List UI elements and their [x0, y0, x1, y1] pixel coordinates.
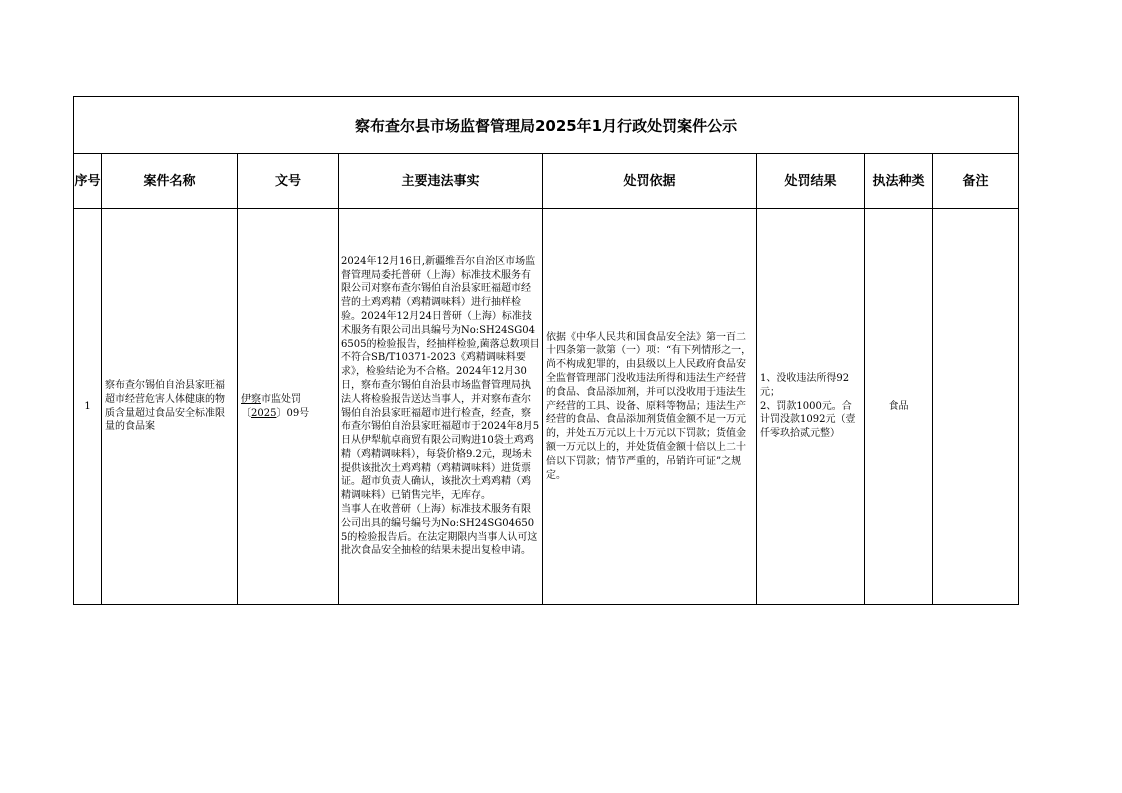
header-basis: 处罚依据 — [543, 154, 757, 209]
table-header-row — [74, 154, 1019, 209]
row-facts: 2024年12月16日,新疆维吾尔自治区市场监督管理局委托普研（上海）标准技术服务有限公司对察布查尔锡伯自治县家旺福超市经营的土鸡鸡精（鸡精调味料）进行抽样检验。2024年12月24日普研（上海）标准技术服务有限公司出具编号为No:SH24SG046505的检验报告，经抽样检验,菌落总数项目不符合SB/T10371-2023《鸡精调味料要求》，检验结论为不合格。2024年12月30日，察布查尔锡伯自治县市场监督管理局执法人将检验报告送达当事人，并对察布查尔锡伯自治县家旺福超市进行检查，经查，察布查尔锡伯自治县家旺福超市于2024年8月5日从伊犁航卓商贸有限公司购进10袋土鸡鸡精（鸡精调味料），每袋价格9.2元，现场未提供该批次土鸡鸡精（鸡精调味料）进货票证。超市负责人确认，该批次土鸡鸡精（鸡精调味料）已销售完毕，无库存。 当事人在收普研（上海）标准技术服务有限公司出具的编号编号为No:SH24SG046505的检验报告后。在法定期限内当事人认可这批次食品安全抽检的结果未提出复检申请。 — [339, 209, 543, 605]
row-basis: 依据《中华人民共和国食品安全法》第一百二十四条第一款第（一）项：“有下列情形之一，尚不构成犯罪的，由县级以上人民政府食品安全监督管理部门没收违法所得和违法生产经营的食品、食品添加剂，并可以没收用于违法生产经营的工具、设备、原料等物品；违法生产经营的食品、食品添加剂货值金额不足一万元的，并处五万元以上十万元以下罚款；货值金额一万元以上的，并处货值金额十倍以上二十倍以下罚款；情节严重的，吊销许可证”之规定。 — [543, 209, 757, 605]
header-enforcement-type: 执法种类 — [865, 154, 933, 209]
penalty-disclosure-table — [73, 96, 1019, 605]
header-result: 处罚结果 — [757, 154, 865, 209]
row-case-name: 察布查尔锡伯自治县家旺福超市经营危害人体健康的物质含量超过食品安全标准限量的食品案 — [102, 209, 238, 605]
header-doc-number: 文号 — [238, 154, 339, 209]
row-no: 1 — [74, 209, 102, 605]
doc-suffix: 〕09号 — [276, 407, 310, 419]
header-case-name: 案件名称 — [102, 154, 238, 209]
page-title: 察布查尔县市场监督管理局2025年1月行政处罚案件公示 — [74, 97, 1019, 154]
header-remark: 备注 — [933, 154, 1019, 209]
row-enforcement-type: 食品 — [865, 209, 933, 605]
doc-mid: 市监处罚〔 — [241, 393, 301, 419]
table-row — [74, 209, 1019, 605]
doc-year: 2025 — [251, 407, 277, 419]
row-remark — [933, 209, 1019, 605]
row-result: 1、没收违法所得92元； 2、罚款1000元。合计罚没款1092元（壹仟零玖拾贰元整） — [757, 209, 865, 605]
header-no: 序号 — [74, 154, 102, 209]
header-facts: 主要违法事实 — [339, 154, 543, 209]
row-doc-number — [238, 209, 339, 605]
doc-prefix: 伊察 — [241, 393, 261, 405]
